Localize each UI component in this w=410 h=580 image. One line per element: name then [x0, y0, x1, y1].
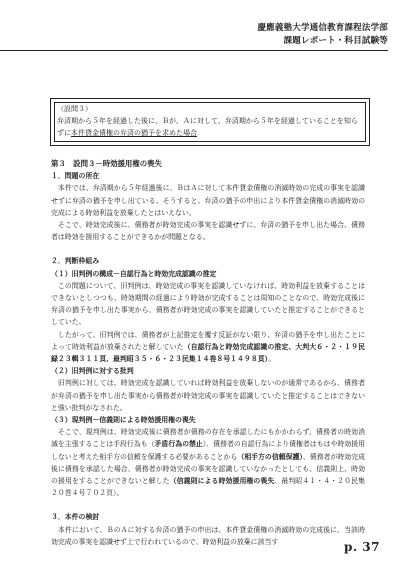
- main-content: [51, 158, 365, 548]
- point-3-text-g: 、最判昭４１・４・２０民集２０巻４号７０２頁）。: [51, 477, 366, 498]
- question-box: [50, 98, 370, 146]
- point-1-paragraph-1: この問題について、旧判例は、時効完成の事実を認識していなければ、時効利益を放棄することはできないとしつつも、時効期間の経過により時効が完成することは周知のことなので、時効完成後に弁済の猶予を申し出た事実から、債務者が時効完成の事実を認識していたと推定することができるとしていた。: [51, 281, 365, 327]
- point-3-text-d: （相手方の信頼保護）: [237, 452, 303, 461]
- subsection-1-heading: １．問題の所在: [51, 172, 100, 181]
- subsection-1-paragraph-1: 本件では、弁済期から５年経過後に、ＢはＡに対して本件貸金債権の消滅時効の完成の事実を認識せずに弁済の猶予を申し出ている。そうすると、弁済の猶予の申出により本件貸金債権の消滅時効の完成による時効利益を放棄したとはいえない。: [51, 184, 365, 217]
- point-1-p2-end: 。: [268, 355, 275, 364]
- question-label: （設問３）: [57, 105, 92, 113]
- point-3-paragraph: [51, 426, 365, 499]
- point-3-text-c: ）、債務者の自認行為により債権者はもはや時効援用しないと考えた相手方の信頼を保護する必要があることから: [51, 440, 365, 461]
- point-3-heading: （３）現判例－信義則による時効援用権の喪失: [51, 416, 196, 425]
- point-1-p2-text: したがって、旧判例では、債務者が上記推定を覆す反証がない限り、弁済の猶予を申し出たことによって時効利益が放棄されたと解していた: [51, 330, 365, 351]
- question-text-underlined: 本件貸金債権の弁済の猶予を求めた場合: [71, 129, 197, 137]
- point-3-text-a: そこで、現判例は、時効完成後に債務者が債務の存在を承認したにもかかわらず、債務者の時効消滅を主張することは: [51, 428, 365, 449]
- subsection-1-paragraph-2: そこで、時効完成後に、債務者が時効完成の事実を認識せずに、弁済の猶予を申し出た場合、債務者は時効を援用することができるかが問題となる。: [51, 221, 365, 242]
- subsection-3-paragraph: 本件において、ＢのＡに対する弁済の猶予の申出は、本件貸金債権の消滅時効の完成後に、当該時効完成の事実を認識せず上で行われているので、時効利益の放棄に該当す: [51, 525, 365, 546]
- subsection-2-heading: ２．判断枠組み: [51, 257, 100, 266]
- document-header: [0, 22, 388, 51]
- point-3-text-h: 手段行為も（: [113, 440, 155, 449]
- point-3-text-b: 矛盾行為の禁止: [154, 440, 203, 449]
- point-1-heading: （１）旧判例の構成－自認行為と時効完成認識の推定: [51, 269, 217, 278]
- document-subtitle: 課題レポート・科目試験等: [283, 36, 388, 46]
- point-1-p2-citation: （自認行為と時効完成認識の推定、大判大６・２・１９民録２３輯３１１頁、最判昭３５・６・２３民集１４巻８号１４９８頁）: [51, 342, 366, 364]
- header-rule: [0, 50, 388, 51]
- point-1-paragraph-2: [51, 329, 365, 366]
- point-3-text-f: （信義則による時効援用権の喪失: [169, 477, 275, 486]
- question-text: [57, 115, 363, 139]
- subsection-3-heading: ３．本件の検討: [51, 513, 100, 522]
- section-3-heading: 第３ 設問３－時効援用権の喪失: [51, 159, 162, 168]
- point-3-text-e: 、債務者が時効完成後に債務を承認した場合、債務者が時効完成の事実を認識していなかったとしても、信義則上、時効の援用をすることができないと解した: [51, 452, 365, 486]
- university-name: 慶應義塾大学通信教育課程法学部: [257, 23, 388, 33]
- point-2-paragraph: 旧判例に対しては、時効完成を認識していれば時効利益を放棄しないのが通常であるから、債務者が弁済の猶予を申し出た事実から債務者が時効完成の事実を認識していたと推定することはできないと強い批判がなされた。: [51, 379, 365, 412]
- page-number: p. 37: [344, 540, 380, 554]
- question-text-part1: 弁済期から５年を経過した後に、Ｂが、Ａに対して、弁済期から５年を経過していることを知らずに: [57, 117, 358, 137]
- point-2-heading: （２）旧判例に対する批判: [51, 367, 134, 376]
